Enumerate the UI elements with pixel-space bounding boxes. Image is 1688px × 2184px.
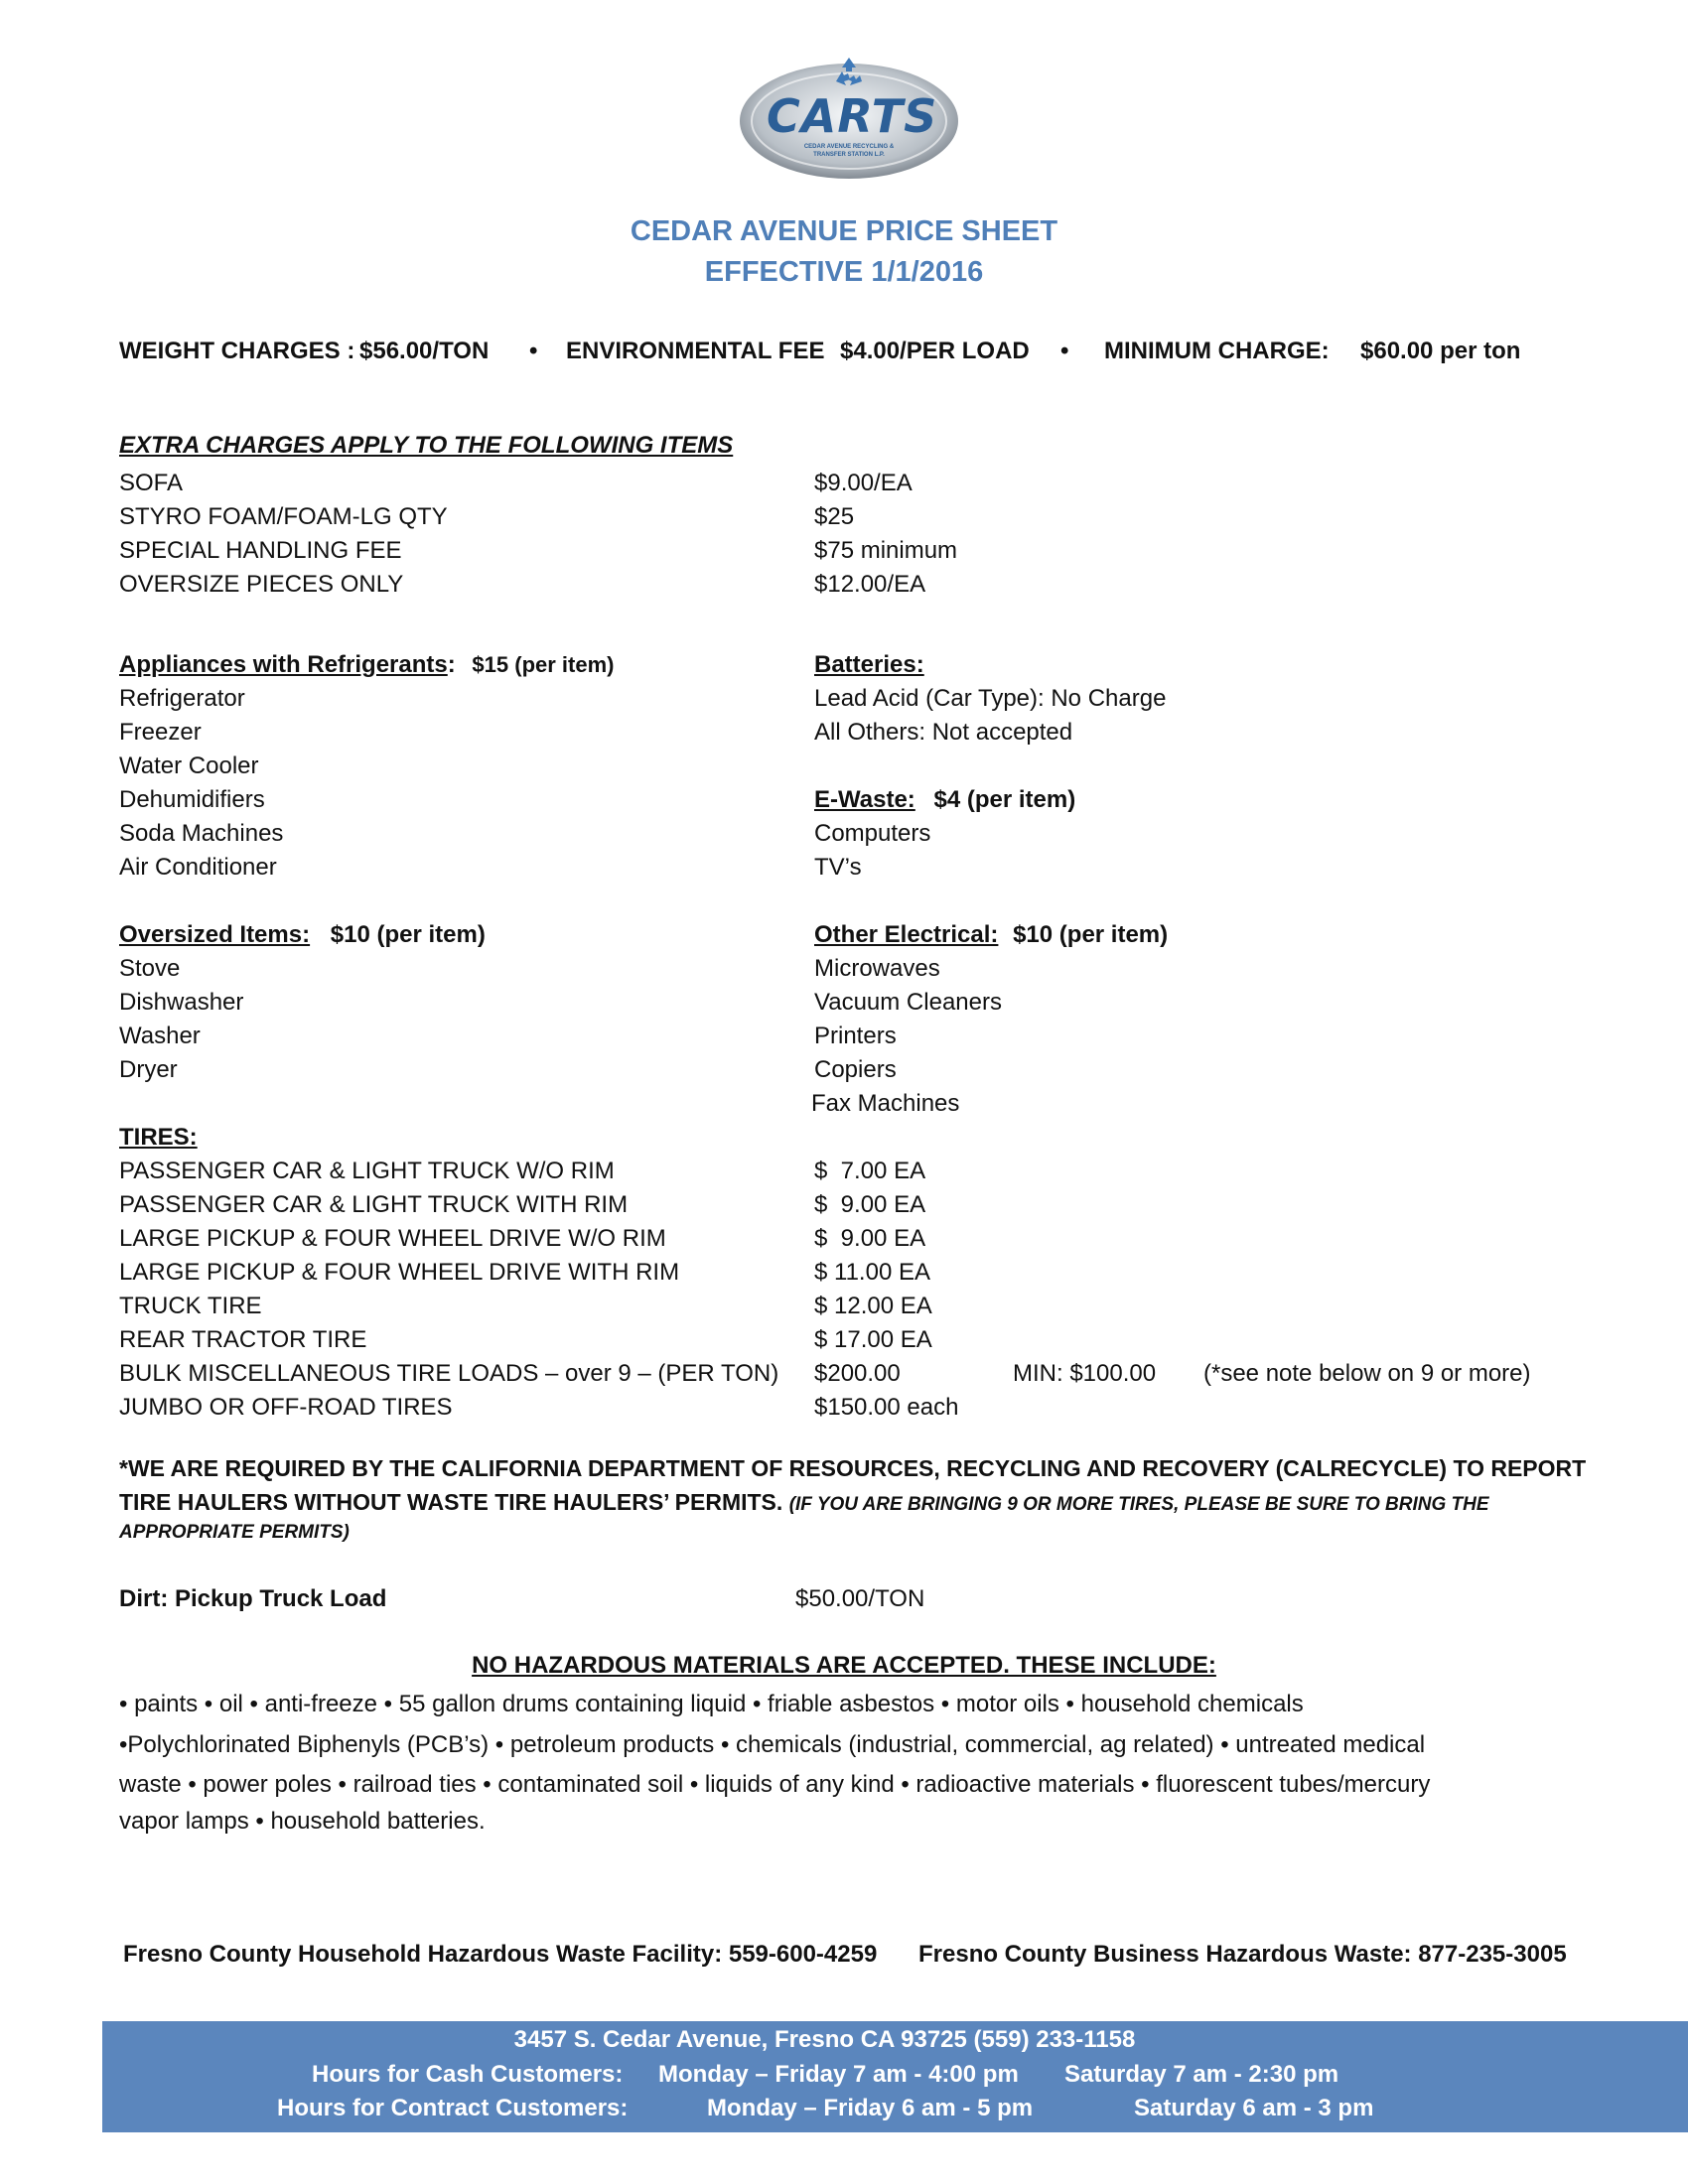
- item-price: $200.00: [814, 1360, 901, 1387]
- appliances-price: $15 (per item): [472, 652, 615, 677]
- item-minimum: MIN: $100.00: [1013, 1360, 1157, 1387]
- ewaste-heading: E-Waste:: [814, 786, 915, 813]
- list-item: PASSENGER CAR & LIGHT TRUCK WITH RIM: [119, 1191, 629, 1218]
- list-item: Computers: [814, 820, 931, 847]
- item-price: $150.00 each: [814, 1394, 959, 1421]
- hazardous-line: vapor lamps • household batteries.: [119, 1808, 486, 1835]
- hazardous-line: waste • power poles • railroad ties • contaminated soil • liquids of any kind • radioactive materials • fluorescent tubes/mercury: [119, 1771, 1431, 1798]
- minimum-charge-label: MINIMUM CHARGE:: [1104, 338, 1330, 364]
- list-item: REAR TRACTOR TIRE: [119, 1326, 367, 1353]
- oversized-heading-row: [119, 918, 486, 952]
- list-item: Soda Machines: [119, 820, 284, 847]
- list-item: Microwaves: [814, 955, 940, 982]
- contract-hours-label: Hours for Contract Customers:: [277, 2095, 629, 2121]
- list-item: Dehumidifiers: [119, 786, 265, 813]
- page-title: CEDAR AVENUE PRICE SHEET: [630, 215, 1058, 247]
- item-price: $ 9.00 EA: [814, 1225, 926, 1252]
- ewaste-heading-row: [814, 783, 1075, 817]
- weight-charges-value: $56.00/TON: [359, 338, 490, 364]
- electrical-heading: Other Electrical:: [814, 921, 999, 948]
- contract-weekday-hours: Monday – Friday 6 am - 5 pm: [707, 2095, 1034, 2121]
- item-price: $ 9.00 EA: [814, 1191, 926, 1218]
- list-item: BULK MISCELLANEOUS TIRE LOADS – over 9 – (PER TON): [119, 1360, 779, 1387]
- hazardous-line: •Polychlorinated Biphenyls (PCB’s) • petroleum products • chemicals (industrial, commercial, ag related) • untreated medical: [119, 1731, 1426, 1758]
- item-note: (*see note below on 9 or more): [1203, 1360, 1531, 1387]
- item-price: $ 12.00 EA: [814, 1293, 932, 1319]
- electrical-price: $10 (per item): [1013, 921, 1169, 948]
- dirt-label: Dirt: Pickup Truck Load: [119, 1585, 387, 1612]
- appliances-heading: Appliances with Refrigerants: [119, 651, 448, 678]
- cash-weekday-hours: Monday – Friday 7 am - 4:00 pm: [658, 2061, 1019, 2088]
- list-item: Dryer: [119, 1056, 178, 1083]
- weight-charges-label: WEIGHT CHARGES :: [119, 338, 355, 364]
- list-item: PASSENGER CAR & LIGHT TRUCK W/O RIM: [119, 1158, 615, 1184]
- separator-bullet: •: [529, 338, 538, 364]
- electrical-heading-row: [814, 918, 1168, 952]
- list-item: SOFA: [119, 470, 184, 496]
- cash-saturday-hours: Saturday 7 am - 2:30 pm: [1064, 2061, 1339, 2088]
- cash-hours-label: Hours for Cash Customers:: [312, 2061, 624, 2088]
- list-item: LARGE PICKUP & FOUR WHEEL DRIVE WITH RIM: [119, 1259, 680, 1286]
- list-item: Air Conditioner: [119, 854, 277, 881]
- oversized-heading: Oversized Items:: [119, 921, 311, 948]
- list-item: Refrigerator: [119, 685, 245, 712]
- list-item: All Others: Not accepted: [814, 719, 1073, 746]
- list-item: Freezer: [119, 719, 202, 746]
- list-item: JUMBO OR OFF-ROAD TIRES: [119, 1394, 453, 1421]
- list-item: TRUCK TIRE: [119, 1293, 262, 1319]
- item-price: $ 17.00 EA: [814, 1326, 932, 1353]
- notice-line-1: *WE ARE REQUIRED BY THE CALIFORNIA DEPARTMENT OF RESOURCES, RECYCLING AND RECOVERY (CALRECYCLE) TO REPORT: [119, 1455, 1587, 1481]
- notice-line-2: [119, 1489, 1489, 1516]
- list-item: Copiers: [814, 1056, 897, 1083]
- contract-saturday-hours: Saturday 6 am - 3 pm: [1134, 2095, 1374, 2121]
- item-price: $ 7.00 EA: [814, 1158, 926, 1184]
- hazardous-heading: NO HAZARDOUS MATERIALS ARE ACCEPTED. THESE INCLUDE:: [472, 1652, 1216, 1679]
- carts-logo: [735, 48, 963, 185]
- tires-heading: TIRES:: [119, 1124, 198, 1151]
- list-item: Water Cooler: [119, 752, 259, 779]
- environmental-fee-value: $4.00/PER LOAD: [840, 338, 1030, 364]
- footer-address: 3457 S. Cedar Avenue, Fresno CA 93725 (559) 233-1158: [513, 2026, 1136, 2053]
- list-item: Fax Machines: [811, 1090, 960, 1117]
- logo-subtext: CEDAR AVENUE RECYCLING & TRANSFER STATION L.P.: [803, 144, 895, 158]
- logo-text: CARTS: [767, 89, 938, 143]
- list-item: TV’s: [814, 854, 862, 881]
- list-item: OVERSIZE PIECES ONLY: [119, 571, 404, 598]
- appliances-heading-row: [119, 648, 614, 682]
- item-price: $25: [814, 503, 855, 530]
- environmental-fee-label: ENVIRONMENTAL FEE: [566, 338, 825, 364]
- household-hazardous-contact: Fresno County Household Hazardous Waste Facility: 559-600-4259: [123, 1941, 878, 1968]
- ewaste-price: $4 (per item): [933, 786, 1076, 813]
- hazardous-line: • paints • oil • anti-freeze • 55 gallon drums containing liquid • friable asbestos • motor oils • household chemicals: [119, 1691, 1304, 1717]
- business-hazardous-contact: Fresno County Business Hazardous Waste: 877-235-3005: [918, 1941, 1567, 1968]
- extra-charges-heading: EXTRA CHARGES APPLY TO THE FOLLOWING ITEMS: [119, 432, 734, 459]
- list-item: Printers: [814, 1023, 897, 1049]
- dirt-price: $50.00/TON: [795, 1585, 925, 1612]
- notice-bold-text: TIRE HAULERS WITHOUT WASTE TIRE HAULERS’ PERMITS.: [119, 1489, 783, 1515]
- list-item: Lead Acid (Car Type): No Charge: [814, 685, 1167, 712]
- item-price: $ 11.00 EA: [814, 1259, 930, 1286]
- minimum-charge-value: $60.00 per ton: [1360, 338, 1521, 364]
- notice-italic-text: (IF YOU ARE BRINGING 9 OR MORE TIRES, PLEASE BE SURE TO BRING THE: [788, 1494, 1489, 1515]
- appliances-colon: :: [447, 651, 456, 678]
- list-item: STYRO FOAM/FOAM-LG QTY: [119, 503, 448, 530]
- list-item: LARGE PICKUP & FOUR WHEEL DRIVE W/O RIM: [119, 1225, 666, 1252]
- item-price: $75 minimum: [814, 537, 958, 564]
- notice-line-3: APPROPRIATE PERMITS): [119, 1522, 350, 1543]
- separator-bullet: •: [1060, 338, 1069, 364]
- item-price: $12.00/EA: [814, 571, 926, 598]
- oversized-price: $10 (per item): [330, 921, 486, 948]
- list-item: Washer: [119, 1023, 201, 1049]
- batteries-heading: Batteries:: [814, 651, 924, 678]
- effective-date: EFFECTIVE 1/1/2016: [704, 256, 984, 288]
- list-item: Stove: [119, 955, 181, 982]
- list-item: Vacuum Cleaners: [814, 989, 1002, 1016]
- footer-bar: [102, 2021, 1688, 2132]
- list-item: Dishwasher: [119, 989, 244, 1016]
- item-price: $9.00/EA: [814, 470, 913, 496]
- list-item: SPECIAL HANDLING FEE: [119, 537, 402, 564]
